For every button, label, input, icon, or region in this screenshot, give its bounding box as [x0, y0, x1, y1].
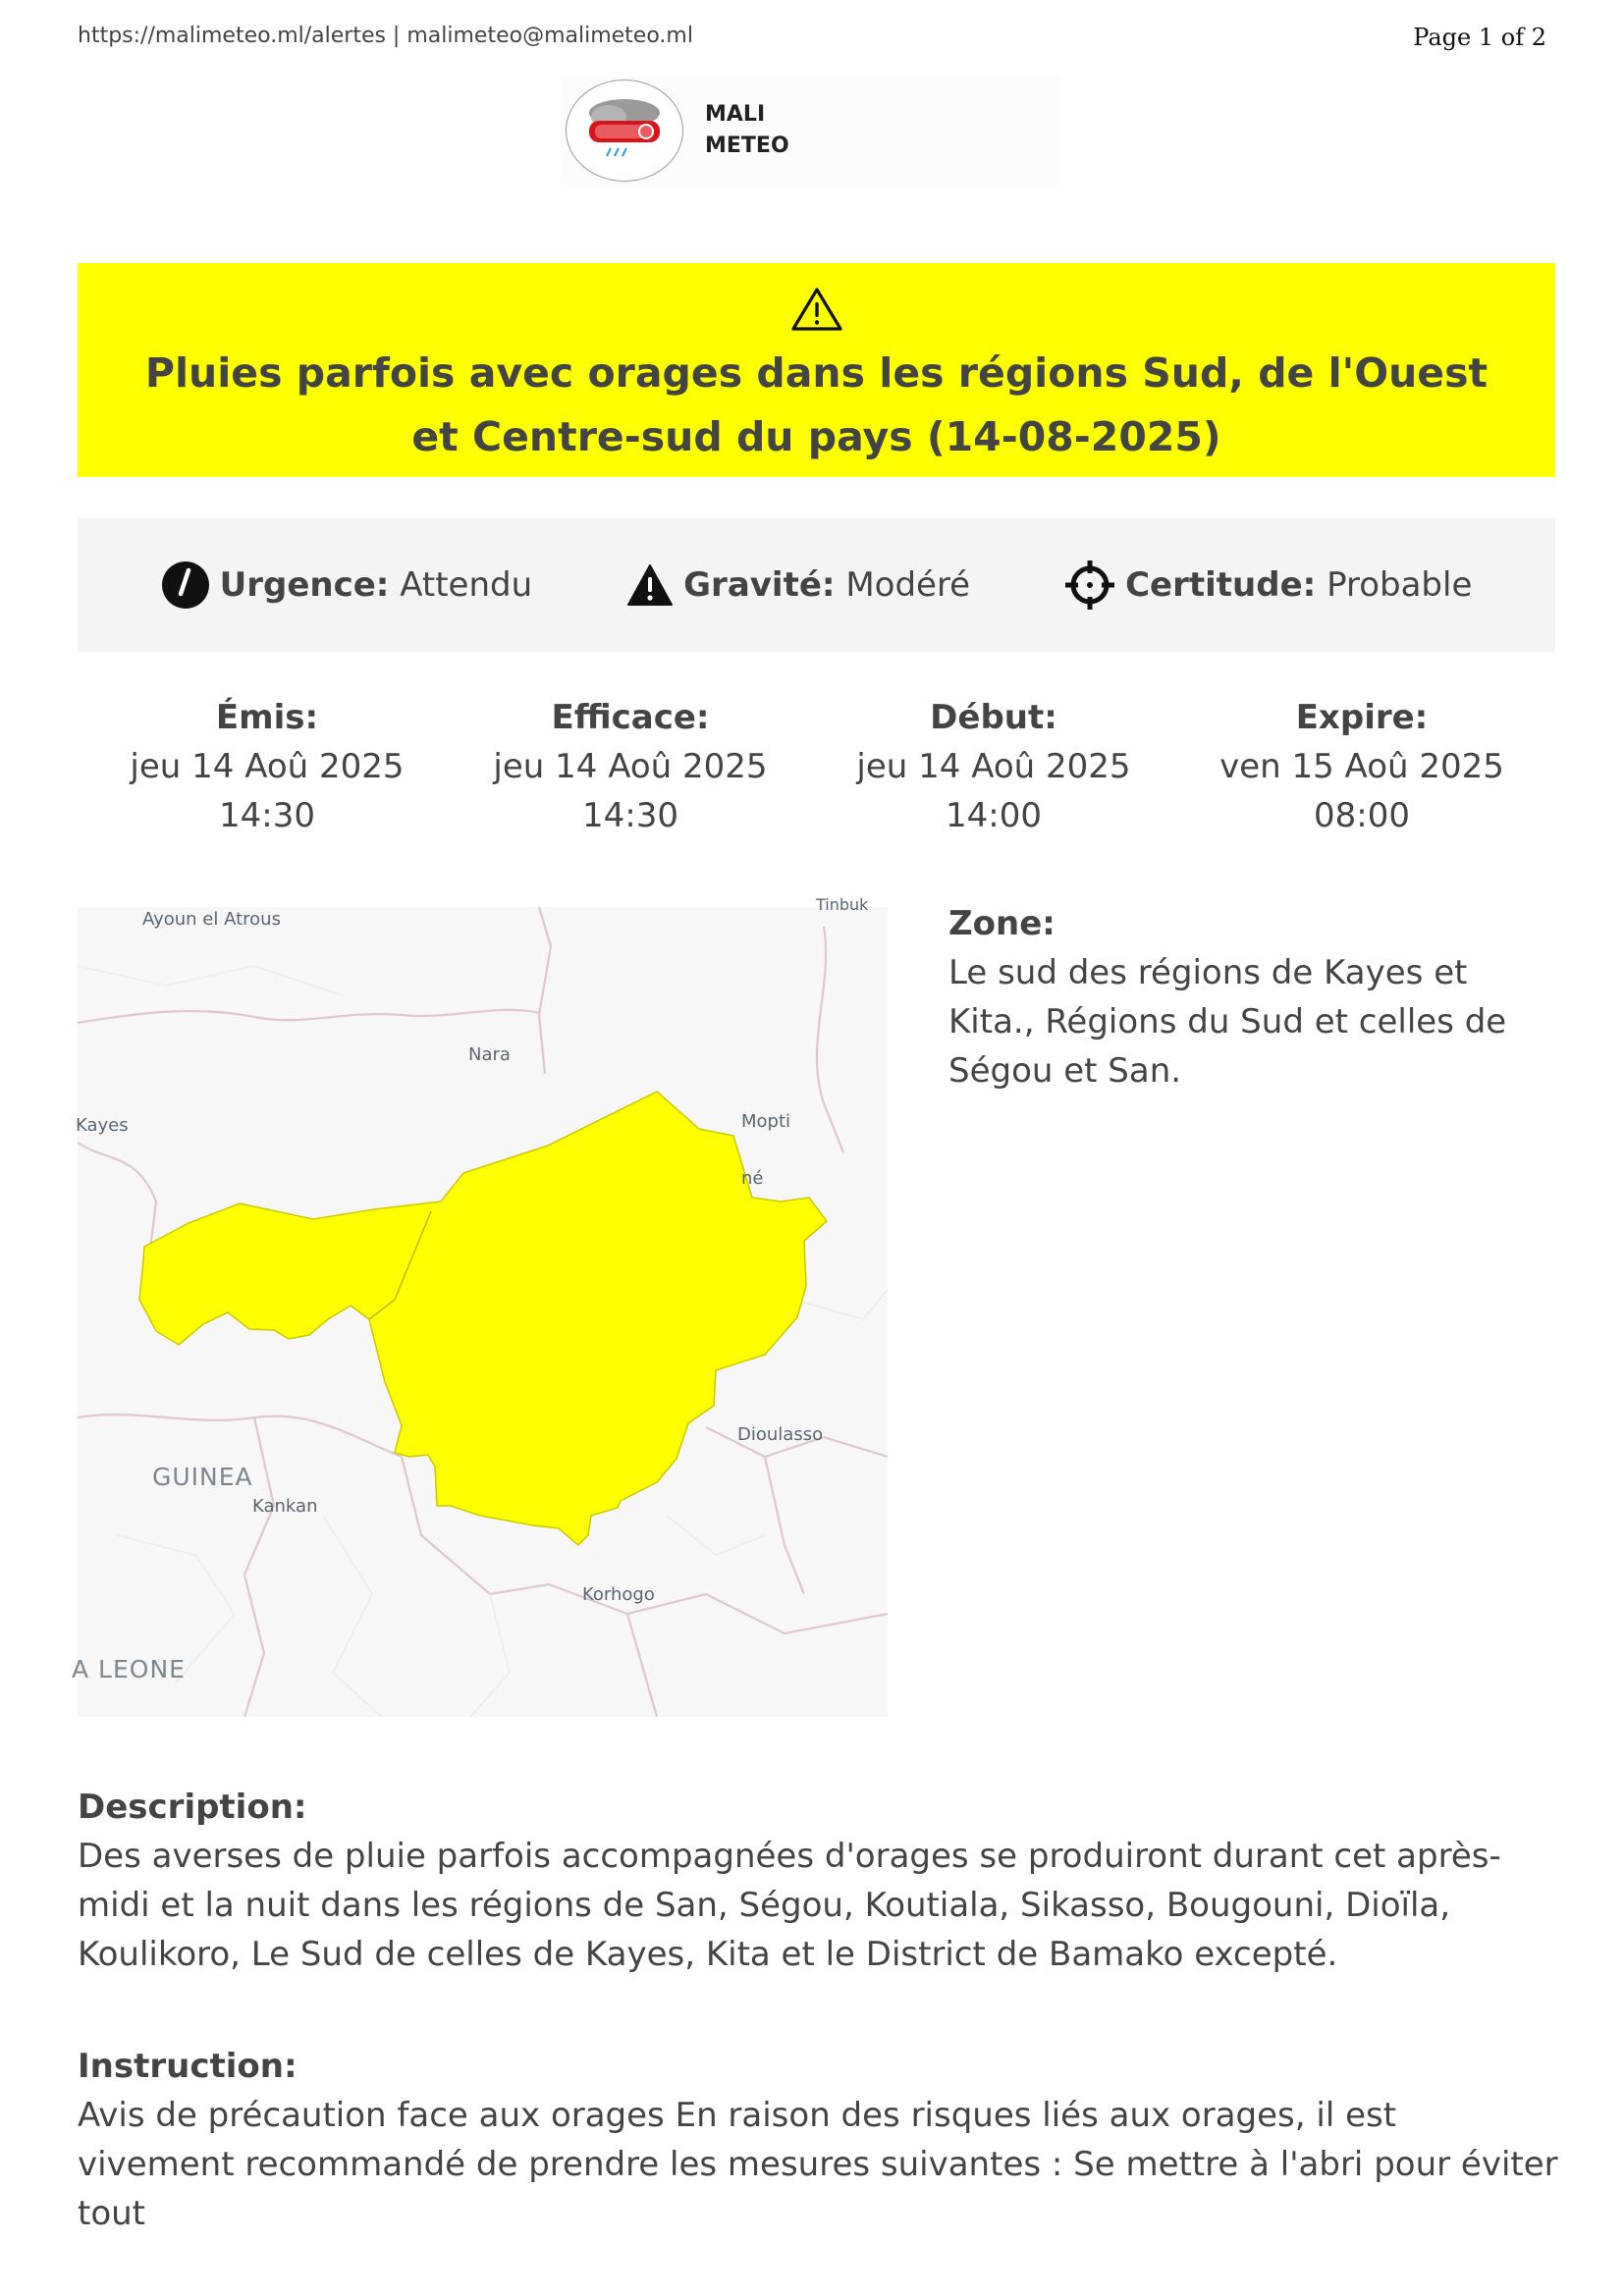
alert-dates [78, 693, 1555, 840]
date-effective [454, 693, 807, 840]
logo-line-2: METEO [705, 133, 789, 158]
map-label-tinbuk: Tinbuk [816, 895, 869, 914]
date-value: ven 15 Aoû 2025 [1219, 747, 1504, 786]
map-label-mopti: Mopti [741, 1111, 791, 1132]
map-label-korhogo: Korhogo [582, 1584, 655, 1605]
date-label: Efficace: [551, 698, 710, 737]
crosshair-icon [1064, 560, 1115, 611]
header-site-info: https://malimeteo.ml/alertes | malimeteo@malimeteo.ml [78, 24, 693, 48]
date-value: jeu 14 Aoû 2025 [493, 747, 768, 786]
urgency-label: Urgence: [219, 565, 390, 605]
logo-emblem [566, 80, 683, 182]
instruction-label: Instruction: [78, 2047, 298, 2086]
zone-section [948, 899, 1538, 1095]
map-label-ne: né [741, 1168, 764, 1189]
date-issued [90, 693, 444, 840]
time-value: 08:00 [1314, 796, 1410, 835]
time-value: 14:30 [219, 796, 315, 835]
warning-triangle-outline-icon [790, 287, 843, 332]
map-svg [78, 907, 888, 1717]
clock-icon [161, 561, 210, 610]
logo [560, 77, 1060, 185]
description-section [78, 1783, 1560, 1979]
map-label-nara: Nara [468, 1044, 511, 1065]
date-label: Expire: [1295, 698, 1429, 737]
map-label-kankan: Kankan [252, 1496, 318, 1517]
certainty-label: Certitude: [1125, 565, 1317, 605]
severity-label: Gravité: [683, 565, 836, 605]
warning-icon [626, 563, 674, 607]
certainty-item [1064, 560, 1472, 611]
certainty-value: Probable [1326, 565, 1473, 605]
alert-meta-bar [78, 518, 1555, 652]
alert-banner [78, 263, 1555, 477]
zone-label: Zone: [948, 904, 1056, 943]
logo-line-1: MALI [705, 102, 766, 127]
logo-cloud-icon [573, 91, 676, 170]
date-expires [1185, 693, 1539, 840]
map-label-guinea: GUINEA [152, 1463, 253, 1491]
date-value: jeu 14 Aoû 2025 [856, 747, 1131, 786]
time-value: 14:30 [582, 796, 678, 835]
map-label-ayoun: Ayoun el Atrous [142, 909, 281, 930]
date-onset [817, 693, 1170, 840]
description-label: Description: [78, 1788, 307, 1827]
logo-text [705, 99, 789, 162]
zone-text: Le sud des régions de Kayes et Kita., Régions du Sud et celles de Ségou et San. [948, 953, 1507, 1091]
urgency-value: Attendu [400, 565, 533, 605]
page-number: Page 1 of 2 [1413, 24, 1546, 51]
date-value: jeu 14 Aoû 2025 [130, 747, 405, 786]
severity-value: Modéré [845, 565, 971, 605]
severity-item [626, 563, 970, 607]
date-label: Début: [930, 698, 1057, 737]
alert-zone-map[interactable] [72, 895, 888, 1717]
description-text: Des averses de pluie parfois accompagnées d'orages se produiront durant cet après-midi et la nuit dans les régions de San, Ségou, Koutiala, Sikasso, Bougouni, Dioïla, Koulikoro, Le Sud de celles de Kayes, Kita et le District de Bamako excepté. [78, 1837, 1501, 1974]
instruction-text: Avis de précaution face aux orages En raison des risques liés aux orages, il est vivement recommandé de prendre les mesures suivantes : Se mettre à l'abri pour éviter tout [78, 2096, 1558, 2233]
alert-title: Pluies parfois avec orages dans les régions Sud, de l'Ouest et Centre-sud du pays (14-08-2025) [144, 349, 1489, 460]
time-value: 14:00 [946, 796, 1042, 835]
urgency-item [161, 561, 533, 610]
date-label: Émis: [215, 698, 319, 737]
map-label-dioulasso: Dioulasso [737, 1424, 824, 1445]
map-label-leone: A LEONE [72, 1655, 186, 1683]
instruction-section [78, 2042, 1560, 2238]
map-label-kayes: Kayes [76, 1115, 129, 1136]
